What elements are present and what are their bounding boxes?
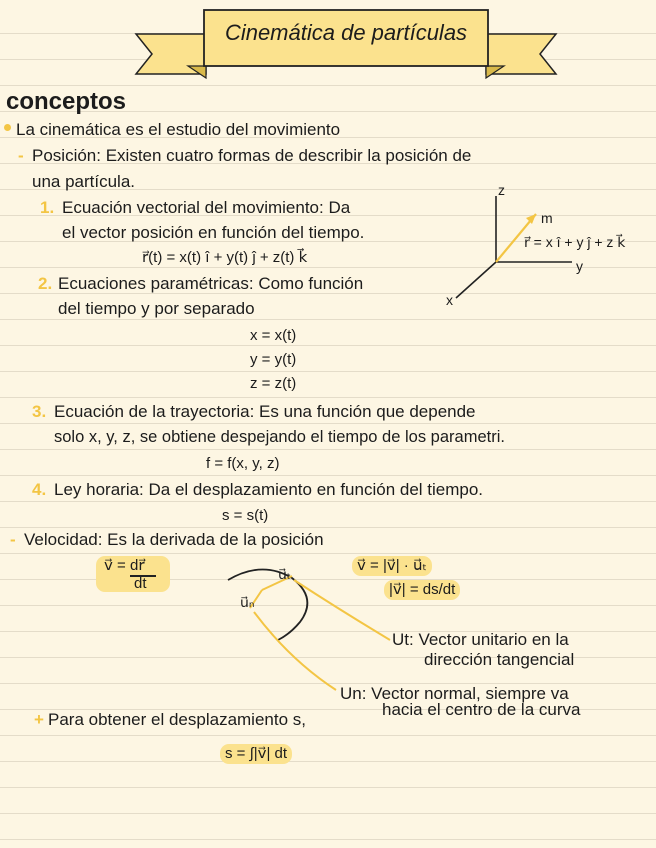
posicion-line2: una partícula. xyxy=(32,172,136,191)
item3-line1: Ecuación de la trayectoria: Es una función que depende xyxy=(54,402,476,421)
un-description-line2: hacia el centro de la curva xyxy=(382,700,581,719)
item4-equation: s = s(t) xyxy=(222,507,269,524)
item-number: 3. xyxy=(32,402,47,421)
velocity-magnitude-eq: v⃗ = |v⃗| · u⃗ₜ xyxy=(352,556,432,576)
z-axis-label: z xyxy=(498,182,505,198)
axes-vector-equation: r⃗ = x î + y ĵ + z k⃗ xyxy=(524,234,626,250)
item4-line1: Ley horaria: Da el desplazamiento en función del tiempo. xyxy=(54,480,484,499)
ut-vector-label: u⃗ₜ xyxy=(278,566,292,582)
param-eq-x: x = x(t) xyxy=(250,327,297,344)
ut-pointer xyxy=(294,580,390,640)
item-number: 4. xyxy=(32,480,47,499)
velocity-derivative-top: v⃗ = dr⃗ xyxy=(104,557,145,574)
un-pointer xyxy=(254,612,336,690)
displacement-integral-eq: s = ∫|v⃗| dt xyxy=(220,744,292,764)
un-vector-label: u⃗ₙ xyxy=(240,594,255,610)
posicion-line1: Posición: Existen cuatro formas de describir la posición de xyxy=(32,146,472,165)
intro-text: La cinemática es el estudio del movimiento xyxy=(16,120,341,139)
bullet-dash: - xyxy=(18,146,24,165)
y-axis-label: y xyxy=(576,258,583,274)
velocity-derivative-bottom: dt xyxy=(134,575,147,592)
param-eq-y: y = y(t) xyxy=(250,351,297,368)
point-m-label: m xyxy=(541,210,553,226)
item-number: 1. xyxy=(40,198,55,217)
ut-description-line2: dirección tangencial xyxy=(424,650,575,669)
page-title: Cinemática de partículas xyxy=(224,20,468,45)
section-heading: conceptos xyxy=(6,88,127,115)
ut-description-line1: Ut: Vector unitario en la xyxy=(392,630,569,649)
item1-equation: r⃗(t) = x(t) î + y(t) ĵ + z(t) k⃗ xyxy=(142,249,308,266)
speed-eq: |v⃗| = ds/dt xyxy=(384,580,460,600)
un-description-line1: Un: Vector normal, siempre va xyxy=(340,684,569,703)
item2-line2: del tiempo y por separado xyxy=(58,299,255,318)
item3-equation: f = f(x, y, z) xyxy=(206,455,280,472)
item2-line1: Ecuaciones paramétricas: Como función xyxy=(58,274,364,293)
bullet-dash: - xyxy=(10,530,16,549)
item1-line2: el vector posición en función del tiempo. xyxy=(62,223,365,242)
bullet-plus: + xyxy=(34,710,44,729)
item-number: 2. xyxy=(38,274,53,293)
item3-line2: solo x, y, z, se obtiene despejando el tiempo de los parametri. xyxy=(54,428,505,446)
velocidad-line: Velocidad: Es la derivada de la posición xyxy=(24,530,324,549)
desplazamiento-line: Para obtener el desplazamiento s, xyxy=(48,710,306,729)
param-eq-z: z = z(t) xyxy=(250,375,297,392)
item1-line1: Ecuación vectorial del movimiento: Da xyxy=(62,198,351,217)
x-axis-label: x xyxy=(446,292,453,308)
